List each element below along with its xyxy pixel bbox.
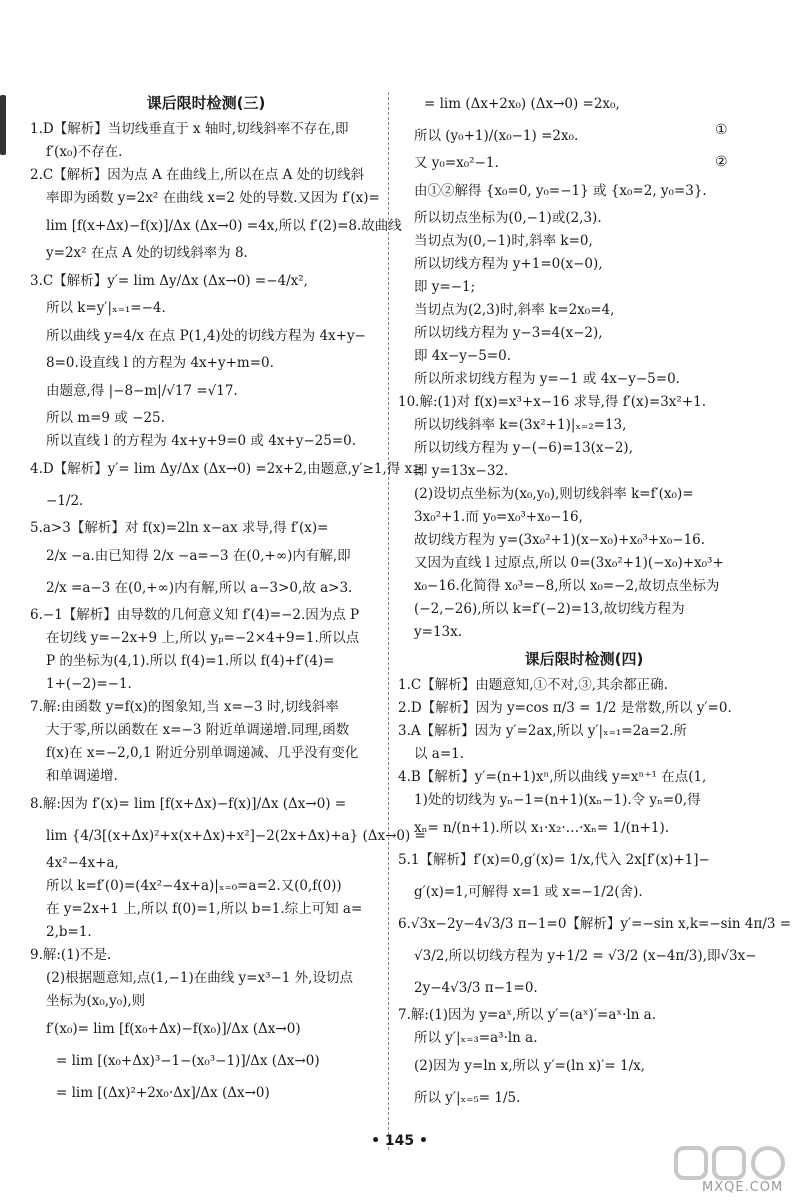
answer-line: 所以 y′|ₓ₌₃=a³·ln a. (414, 1030, 538, 1046)
answer-line: 5.a>3【解析】对 f(x)=2ln x−ax 求导,得 f′(x)= (30, 520, 329, 536)
answer-line: 即 y=−1; (414, 279, 476, 295)
answer-line: 5.1【解析】f′(x)=0,g′(x)= 1/x,代入 2x[f′(x)+1]− (398, 852, 710, 868)
answer-line: 所以 k=f′(0)=(4x²−4x+a)|ₓ₌₀=a=2.又(0,f(0)) (46, 878, 342, 894)
column-divider (388, 92, 389, 1150)
answer-line: 3x₀²+1.而 y₀=x₀³+x₀−16, (414, 509, 583, 525)
answer-line: 所以 m=9 或 −25. (46, 410, 165, 426)
answer-line: 由①②解得 {x₀=0, y₀=−1} 或 {x₀=2, y₀=3}. (414, 183, 707, 199)
answer-line: 即 4x−y−5=0. (414, 348, 512, 364)
answer-line: (−2,−26),所以 k=f′(−2)=13,故切线方程为 (414, 601, 685, 617)
equation-label-1: ① (715, 122, 728, 138)
answer-line: 1)处的切线为 yₙ−1=(n+1)(xₙ−1).令 yₙ=0,得 (414, 792, 701, 808)
watermark-text: MXQE.COM (702, 1180, 784, 1195)
left-column (30, 88, 426, 1109)
answer-line: x₀−16.化简得 x₀³=−8,所以 x₀=−2,故切点坐标为 (414, 578, 720, 594)
answer-line: 2/x −a.由已知得 2/x −a=−3 在(0,+∞)内有解,即 (46, 548, 351, 564)
answer-line: 当切点为(2,3)时,斜率 k=2x₀=4, (414, 302, 615, 318)
answer-line: y=2x² 在点 A 处的切线斜率为 8. (46, 245, 248, 261)
answer-line: 所以 k=y′|ₓ₌₁=−4. (46, 300, 166, 316)
answer-line: 所以曲线 y=4/x 在点 P(1,4)处的切线方程为 4x+y− (46, 328, 366, 344)
answer-line: 所以切线方程为 y−3=4(x−2), (414, 325, 603, 341)
answer-line: 率即为函数 y=2x² 在曲线 x=2 处的导数.又因为 f′(x)= (46, 190, 380, 206)
answer-line: 7.解:(1)因为 y=aˣ,所以 y′=(aˣ)′=aˣ·ln a. (398, 1007, 657, 1023)
answer-line: (2)根据题意知,点(1,−1)在曲线 y=x³−1 外,设切点 (46, 970, 353, 986)
answer-line: lim [f(x+Δx)−f(x)]/Δx (Δx→0) =4x,所以 f′(2)=8.故曲线 (46, 218, 402, 234)
answer-line: xₙ= n/(n+1).所以 x₁·x₂·…·xₙ= 1/(n+1). (414, 820, 670, 836)
answer-line: = lim [(Δx)²+2x₀·Δx]/Δx (Δx→0) (56, 1085, 270, 1101)
answer-line: = lim (Δx+2x₀) (Δx→0) =2x₀, (424, 96, 620, 112)
answer-line: g′(x)=1,可解得 x=1 或 x=−1/2(舍). (414, 884, 643, 900)
answer-line: −1/2. (46, 493, 84, 509)
section-title-4: 课后限时检测(四) (524, 650, 644, 668)
answer-line: 以 a=1. (414, 746, 465, 762)
answer-line: √3/2,所以切线方程为 y+1/2 = √3/2 (x−4π/3),即√3x− (414, 948, 757, 964)
answer-line: f(x)在 x=−2,0,1 附近分别单调递减、几乎没有变化 (46, 745, 359, 761)
page-number: • 145 • (371, 1133, 428, 1149)
answer-line: 1.D【解析】当切线垂直于 x 轴时,切线斜率不存在,即 (30, 121, 349, 137)
answer-line: 2y−4√3/3 π−1=0. (414, 980, 538, 996)
answer-line: 当切点为(0,−1)时,斜率 k=0, (414, 233, 593, 249)
answer-line: f′(x₀)= lim [f(x₀+Δx)−f(x₀)]/Δx (Δx→0) (46, 1021, 301, 1037)
answer-line: 所以直线 l 的方程为 4x+y+9=0 或 4x+y−25=0. (46, 433, 357, 449)
answer-line: lim {4/3[(x+Δx)²+x(x+Δx)+x²]−2(2x+Δx)+a} (Δx→0) = (46, 828, 426, 844)
answer-line: 坐标为(x₀,y₀),则 (46, 993, 146, 1009)
answer-line: (2)设切点坐标为(x₀,y₀),则切线斜率 k=f′(x₀)= (414, 486, 694, 502)
answer-line: 3.A【解析】因为 y′=2ax,所以 y′|ₓ₌₁=2a=2.所 (398, 723, 687, 739)
answer-line: 2/x =a−3 在(0,+∞)内有解,所以 a−3>0,故 a>3. (46, 580, 353, 596)
answer-line: = lim [(x₀+Δx)³−1−(x₀³−1)]/Δx (Δx→0) (56, 1053, 320, 1069)
answer-line: 所以 y′|ₓ₌₅= 1/5. (414, 1090, 521, 1106)
answer-line: 所以切线方程为 y+1=0(x−0), (414, 256, 603, 272)
answer-line: 8=0.设直线 l 的方程为 4x+y+m=0. (46, 355, 274, 371)
scan-edge-mark (0, 95, 6, 155)
answer-line: 6.−1【解析】由导数的几何意义知 f′(4)=−2.因为点 P (30, 607, 360, 623)
answer-line: 4.B【解析】y′=(n+1)xⁿ,所以曲线 y=xⁿ⁺¹ 在点(1, (398, 769, 707, 785)
answer-line: 7.解:由函数 y=f(x)的图象知,当 x=−3 时,切线斜率 (30, 699, 339, 715)
answer-line: y=13x. (414, 624, 463, 640)
answer-line: 9.解:(1)不是. (30, 947, 112, 963)
answer-line: 所以所求切线方程为 y=−1 或 4x−y−5=0. (414, 371, 680, 387)
answer-line: 3.C【解析】y′= lim Δy/Δx (Δx→0) =−4/x², (30, 273, 308, 289)
equation-label-2: ② (715, 154, 728, 170)
answer-line: 由题意,得 |−8−m|/√17 =√17. (46, 383, 238, 399)
answer-line: 在切线 y=−2x+9 上,所以 yₚ=−2×4+9=1.所以点 (46, 630, 360, 646)
answer-line: 所以切线斜率 k=(3x²+1)|ₓ₌₂=13, (414, 417, 627, 433)
answer-line: 4x²−4x+a, (46, 855, 119, 871)
answer-line: f′(x₀)不存在. (46, 144, 123, 160)
answer-line: 2,b=1. (46, 924, 92, 940)
answer-line: 2.D【解析】因为 y=cos π/3 = 1/2 是常数,所以 y′=0. (398, 700, 732, 716)
answer-line: 大于零,所以函数在 x=−3 附近单调递增.同理,函数 (46, 722, 350, 738)
answer-line: 10.解:(1)对 f(x)=x³+x−16 求导,得 f′(x)=3x²+1. (398, 394, 707, 410)
answer-line: 8.解:因为 f′(x)= lim [f(x+Δx)−f(x)]/Δx (Δx→0) = (30, 796, 347, 812)
answer-line: 又因为直线 l 过原点,所以 0=(3x₀²+1)(−x₀)+x₀³+ (414, 555, 724, 571)
answer-line: 6.√3x−2y−4√3/3 π−1=0【解析】y′=−sin x,k=−sin 4π/3 = (398, 916, 792, 932)
answer-line: 所以切线方程为 y−(−6)=13(x−2), (414, 440, 633, 456)
answer-line: 1.C【解析】由题意知,①不对,③,其余都正确. (398, 677, 668, 693)
answer-line: 和单调递增. (46, 768, 118, 784)
answer-line: 即 y=13x−32. (414, 463, 509, 479)
section-title-3: 课后限时检测(三) (146, 94, 266, 112)
right-column (398, 88, 792, 1114)
answer-line: P 的坐标为(4,1).所以 f(4)=1.所以 f(4)+f′(4)= (46, 653, 335, 669)
answer-line: 4.D【解析】y′= lim Δy/Δx (Δx→0) =2x+2,由题意,y′≥1,得 x≥ (30, 461, 424, 477)
answer-line: 1+(−2)=−1. (46, 676, 132, 692)
answer-line: 故切线方程为 y=(3x₀²+1)(x−x₀)+x₀³+x₀−16. (414, 532, 706, 548)
answer-line: (2)因为 y=ln x,所以 y′=(ln x)′= 1/x, (414, 1058, 646, 1074)
answer-line: 又 y₀=x₀²−1. (414, 155, 499, 171)
answer-line: 所以 (y₀+1)/(x₀−1) =2x₀. (414, 128, 579, 144)
answer-line: 2.C【解析】因为点 A 在曲线上,所以在点 A 处的切线斜 (30, 167, 365, 183)
answer-line: 所以切点坐标为(0,−1)或(2,3). (414, 210, 602, 226)
answer-line: 在 y=2x+1 上,所以 f(0)=1,所以 b=1.综上可知 a= (46, 901, 363, 917)
